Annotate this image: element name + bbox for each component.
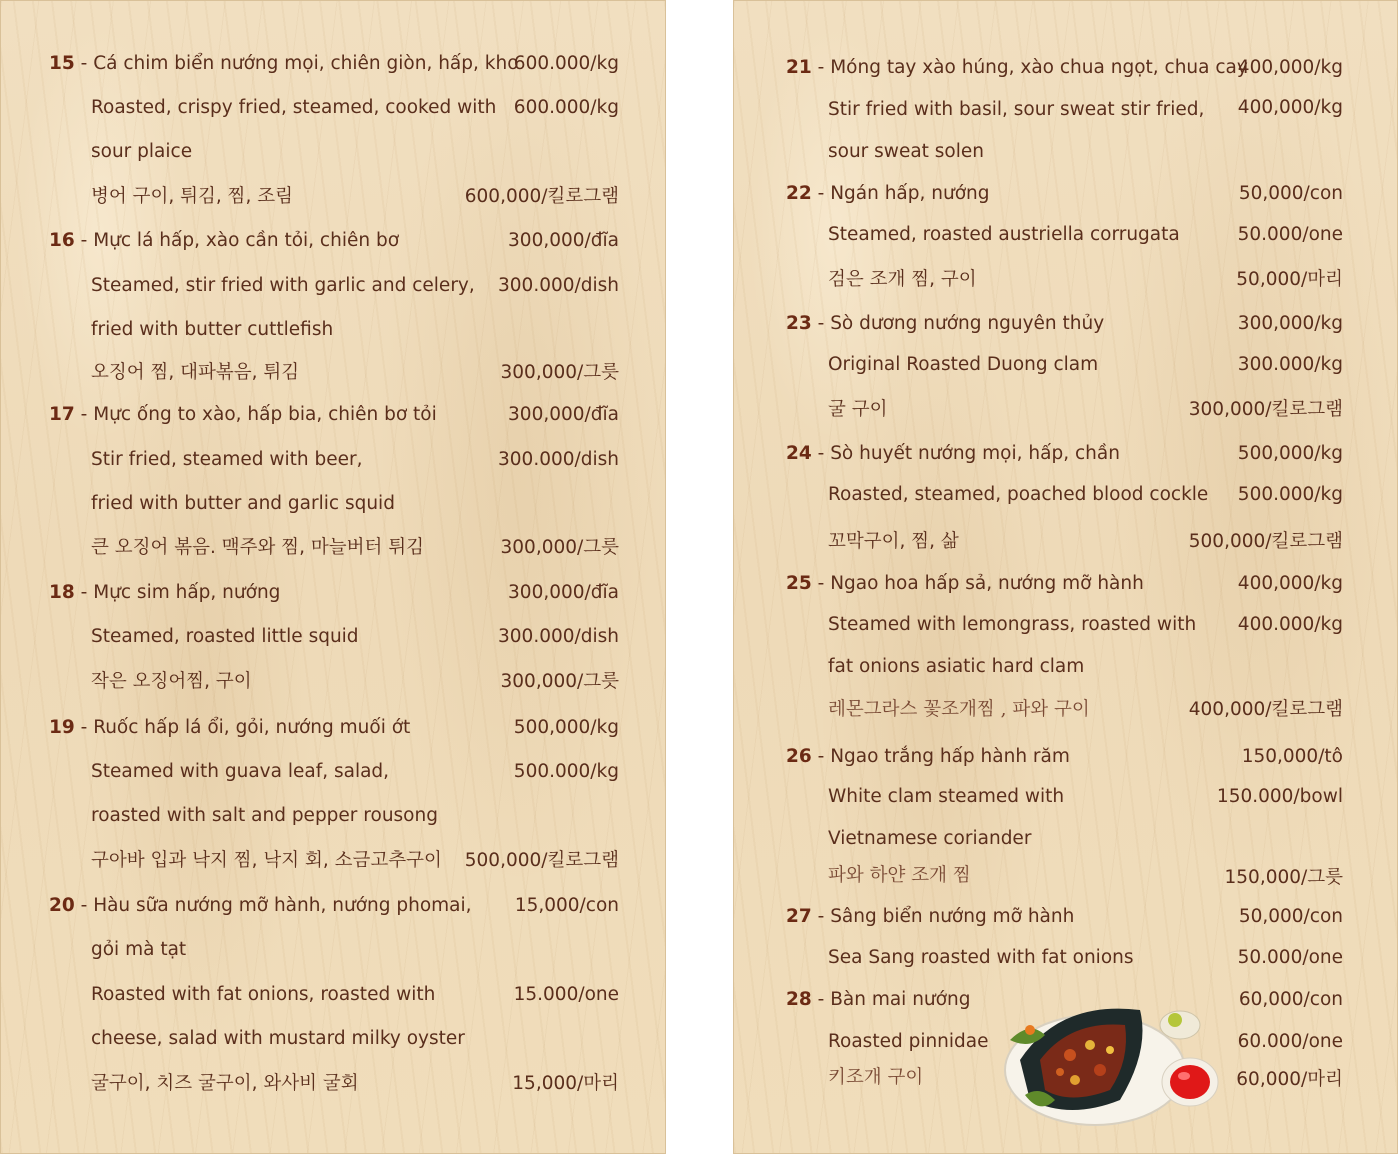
menu-item-korean-description: 키조개 구이 xyxy=(828,1067,924,1088)
separator: - xyxy=(811,183,831,204)
menu-item-english-description: White clam steamed with xyxy=(828,786,1065,807)
menu-item-number: 23 xyxy=(786,313,812,334)
menu-item-price: 60,000/con xyxy=(1238,989,1343,1010)
menu-item-english-description: Steamed, stir fried with garlic and celery, xyxy=(91,275,475,296)
separator: - xyxy=(811,443,831,464)
menu-item-price: 300,000/킬로그램 xyxy=(1188,399,1343,420)
menu-item-vietnamese-name: Sâng biển nướng mỡ hành xyxy=(830,906,1075,927)
menu-item-price: 500,000/kg xyxy=(513,717,619,738)
menu-item-number: 26 xyxy=(786,746,812,767)
menu-item-price: 400,000/kg xyxy=(1237,57,1343,78)
menu-item-vietnamese-name: Mực ống to xào, hấp bia, chiên bơ tỏi xyxy=(93,404,437,425)
menu-item-title xyxy=(786,53,1248,83)
menu-item-english-description: fried with butter cuttlefish xyxy=(91,319,334,340)
menu-item-english-description: fried with butter and garlic squid xyxy=(91,493,395,514)
menu-item-korean-description: 검은 조개 찜, 구이 xyxy=(828,269,977,290)
menu-item-number: 24 xyxy=(786,443,812,464)
menu-item-price: 400.000/kg xyxy=(1237,614,1343,635)
menu-item-vietnamese-name: Hàu sữa nướng mỡ hành, nướng phomai, xyxy=(93,895,472,916)
menu-item-vietnamese-name: Mực sim hấp, nướng xyxy=(93,582,281,603)
menu-item-english-description: Vietnamese coriander xyxy=(828,828,1032,849)
menu-item-price: 600,000/킬로그램 xyxy=(464,186,619,207)
menu-item-vietnamese-name: Ngao trắng hấp hành răm xyxy=(830,746,1070,767)
menu-item-korean-description: 파와 하얀 조개 찜 xyxy=(828,865,971,886)
menu-item-korean-description: 구아바 입과 낙지 찜, 낙지 회, 소금고추구이 xyxy=(91,850,442,871)
separator: - xyxy=(811,313,831,334)
menu-item-title xyxy=(786,569,1144,599)
menu-item-title xyxy=(786,439,1120,469)
menu-item-english-description: Steamed with guava leaf, salad, xyxy=(91,761,390,782)
menu-item-vietnamese-name: Ngán hấp, nướng xyxy=(830,183,990,204)
menu-item-vietnamese-name: Sò huyết nướng mọi, hấp, chần xyxy=(830,443,1120,464)
menu-item-price: 15,000/con xyxy=(514,895,619,916)
menu-item-english-description: Roasted, steamed, poached blood cockle xyxy=(828,484,1209,505)
menu-item-number: 27 xyxy=(786,906,812,927)
menu-item-english-description: Steamed, roasted little squid xyxy=(91,626,359,647)
menu-item-vietnamese-name: Mực lá hấp, xào cần tỏi, chiên bơ xyxy=(93,230,400,251)
menu-item-title xyxy=(786,742,1070,772)
menu-item-number: 22 xyxy=(786,183,812,204)
menu-page-right xyxy=(733,0,1398,1154)
menu-item-english-description: fat onions asiatic hard clam xyxy=(828,656,1085,677)
menu-item-number: 20 xyxy=(49,895,75,916)
menu-item-english-description: Stir fried with basil, sour sweat stir fried, xyxy=(828,99,1205,120)
menu-item-number: 17 xyxy=(49,404,75,425)
menu-item-korean-description: 꼬막구이, 찜, 삶 xyxy=(828,531,959,552)
menu-item-price: 150,000/그릇 xyxy=(1224,867,1343,888)
menu-item-title xyxy=(786,902,1074,932)
menu-item-vietnamese-name: Bàn mai nướng xyxy=(830,989,971,1010)
menu-item-title xyxy=(49,891,472,921)
menu-item-english-description: Steamed, roasted austriella corrugata xyxy=(828,224,1180,245)
menu-item-price: 400,000/kg xyxy=(1237,97,1343,118)
menu-item-price: 150,000/tô xyxy=(1241,746,1343,767)
separator: - xyxy=(74,404,94,425)
separator: - xyxy=(811,746,831,767)
menu-item-title xyxy=(49,400,437,430)
menu-item-price: 60,000/마리 xyxy=(1236,1069,1343,1090)
menu-item-price: 15,000/마리 xyxy=(512,1073,619,1094)
menu-item-price: 300,000/đĩa xyxy=(508,404,619,425)
menu-item-price: 500,000/kg xyxy=(1237,443,1343,464)
menu-item-english-description: Roasted pinnidae xyxy=(828,1031,989,1052)
menu-item-english-description: cheese, salad with mustard milky oyster xyxy=(91,1028,465,1049)
menu-item-korean-description: 오징어 찜, 대파볶음, 튀김 xyxy=(91,362,300,383)
menu-item-number: 21 xyxy=(786,57,812,78)
separator: - xyxy=(74,53,94,74)
menu-item-price: 500,000/킬로그램 xyxy=(464,850,619,871)
menu-item-price: 400,000/킬로그램 xyxy=(1188,699,1343,720)
grilled-pinnidae-photo xyxy=(1000,990,1230,1130)
menu-item-price: 300.000/kg xyxy=(1237,354,1343,375)
menu-item-price: 60.000/one xyxy=(1237,1031,1343,1052)
menu-item-price: 300.000/dish xyxy=(498,626,619,647)
menu-item-korean-description: 굴구이, 치즈 굴구이, 와사비 굴회 xyxy=(91,1073,359,1094)
menu-item-vietnamese-name: Ruốc hấp lá ổi, gỏi, nướng muối ớt xyxy=(93,717,411,738)
separator: - xyxy=(811,906,831,927)
menu-item-price: 15.000/one xyxy=(513,984,619,1005)
menu-item-vietnamese-name: Móng tay xào húng, xào chua ngọt, chua cay xyxy=(830,57,1248,78)
menu-item-title xyxy=(49,49,519,79)
menu-item-number: 18 xyxy=(49,582,75,603)
menu-item-korean-description: 굴 구이 xyxy=(828,399,888,420)
separator: - xyxy=(74,230,94,251)
menu-item-price: 50.000/one xyxy=(1237,947,1343,968)
separator: - xyxy=(74,582,94,603)
menu-item-english-description: roasted with salt and pepper rousong xyxy=(91,805,438,826)
menu-item-number: 16 xyxy=(49,230,75,251)
menu-item-title xyxy=(49,226,399,256)
separator: - xyxy=(74,717,94,738)
menu-item-price: 150.000/bowl xyxy=(1216,786,1343,807)
menu-item-price: 300,000/kg xyxy=(1237,313,1343,334)
separator: - xyxy=(811,57,831,78)
menu-item-korean-description: 레몬그라스 꽃조개찜 , 파와 구이 xyxy=(828,699,1090,720)
menu-item-title xyxy=(49,713,410,743)
menu-item-vietnamese-name: Sò dương nướng nguyên thủy xyxy=(830,313,1105,334)
menu-item-english-description: sour sweat solen xyxy=(828,141,984,162)
menu-item-title xyxy=(49,578,280,608)
menu-item-price: 50,000/con xyxy=(1238,906,1343,927)
menu-item-number: 25 xyxy=(786,573,812,594)
menu-item-price: 400,000/kg xyxy=(1237,573,1343,594)
menu-item-price: 50,000/마리 xyxy=(1236,269,1343,290)
menu-item-price: 500,000/킬로그램 xyxy=(1188,531,1343,552)
menu-item-price: 300.000/dish xyxy=(498,449,619,470)
menu-item-price: 600.000/kg xyxy=(513,97,619,118)
menu-item-title xyxy=(786,179,990,209)
menu-item-english-description: Sea Sang roasted with fat onions xyxy=(828,947,1134,968)
menu-item-price: 50,000/con xyxy=(1238,183,1343,204)
menu-item-korean-description: 큰 오징어 볶음. 맥주와 찜, 마늘버터 튀김 xyxy=(91,537,424,558)
separator: - xyxy=(74,895,94,916)
menu-item-korean-description: 작은 오징어찜, 구이 xyxy=(91,671,252,692)
separator: - xyxy=(811,573,831,594)
menu-item-price: 300,000/đĩa xyxy=(508,582,619,603)
separator: - xyxy=(811,989,831,1010)
menu-item-price: 300,000/đĩa xyxy=(508,230,619,251)
menu-item-title xyxy=(786,309,1104,339)
menu-item-vietnamese-name-cont: gỏi mà tạt xyxy=(91,939,187,960)
menu-item-number: 19 xyxy=(49,717,75,738)
menu-item-price: 300,000/그릇 xyxy=(500,362,619,383)
menu-item-english-description: Steamed with lemongrass, roasted with xyxy=(828,614,1197,635)
menu-item-english-description: Original Roasted Duong clam xyxy=(828,354,1099,375)
menu-item-price: 500.000/kg xyxy=(1237,484,1343,505)
menu-item-price: 300.000/dish xyxy=(498,275,619,296)
menu-item-price: 50.000/one xyxy=(1237,224,1343,245)
menu-item-english-description: Roasted with fat onions, roasted with xyxy=(91,984,436,1005)
menu-page-left xyxy=(0,0,666,1154)
menu-item-number: 28 xyxy=(786,989,812,1010)
menu-item-english-description: sour plaice xyxy=(91,141,193,162)
menu-item-english-description: Stir fried, steamed with beer, xyxy=(91,449,363,470)
menu-item-price: 500.000/kg xyxy=(513,761,619,782)
menu-item-price: 600.000/kg xyxy=(513,53,619,74)
menu-item-vietnamese-name: Cá chim biển nướng mọi, chiên giòn, hấp, kho xyxy=(93,53,519,74)
menu-item-price: 300,000/그릇 xyxy=(500,671,619,692)
menu-item-title xyxy=(786,985,970,1015)
menu-item-korean-description: 병어 구이, 튀김, 찜, 조림 xyxy=(91,186,294,207)
menu-item-english-description: Roasted, crispy fried, steamed, cooked with xyxy=(91,97,497,118)
menu-item-number: 15 xyxy=(49,53,75,74)
menu-item-vietnamese-name: Ngao hoa hấp sả, nướng mỡ hành xyxy=(830,573,1144,594)
menu-item-price: 300,000/그릇 xyxy=(500,537,619,558)
